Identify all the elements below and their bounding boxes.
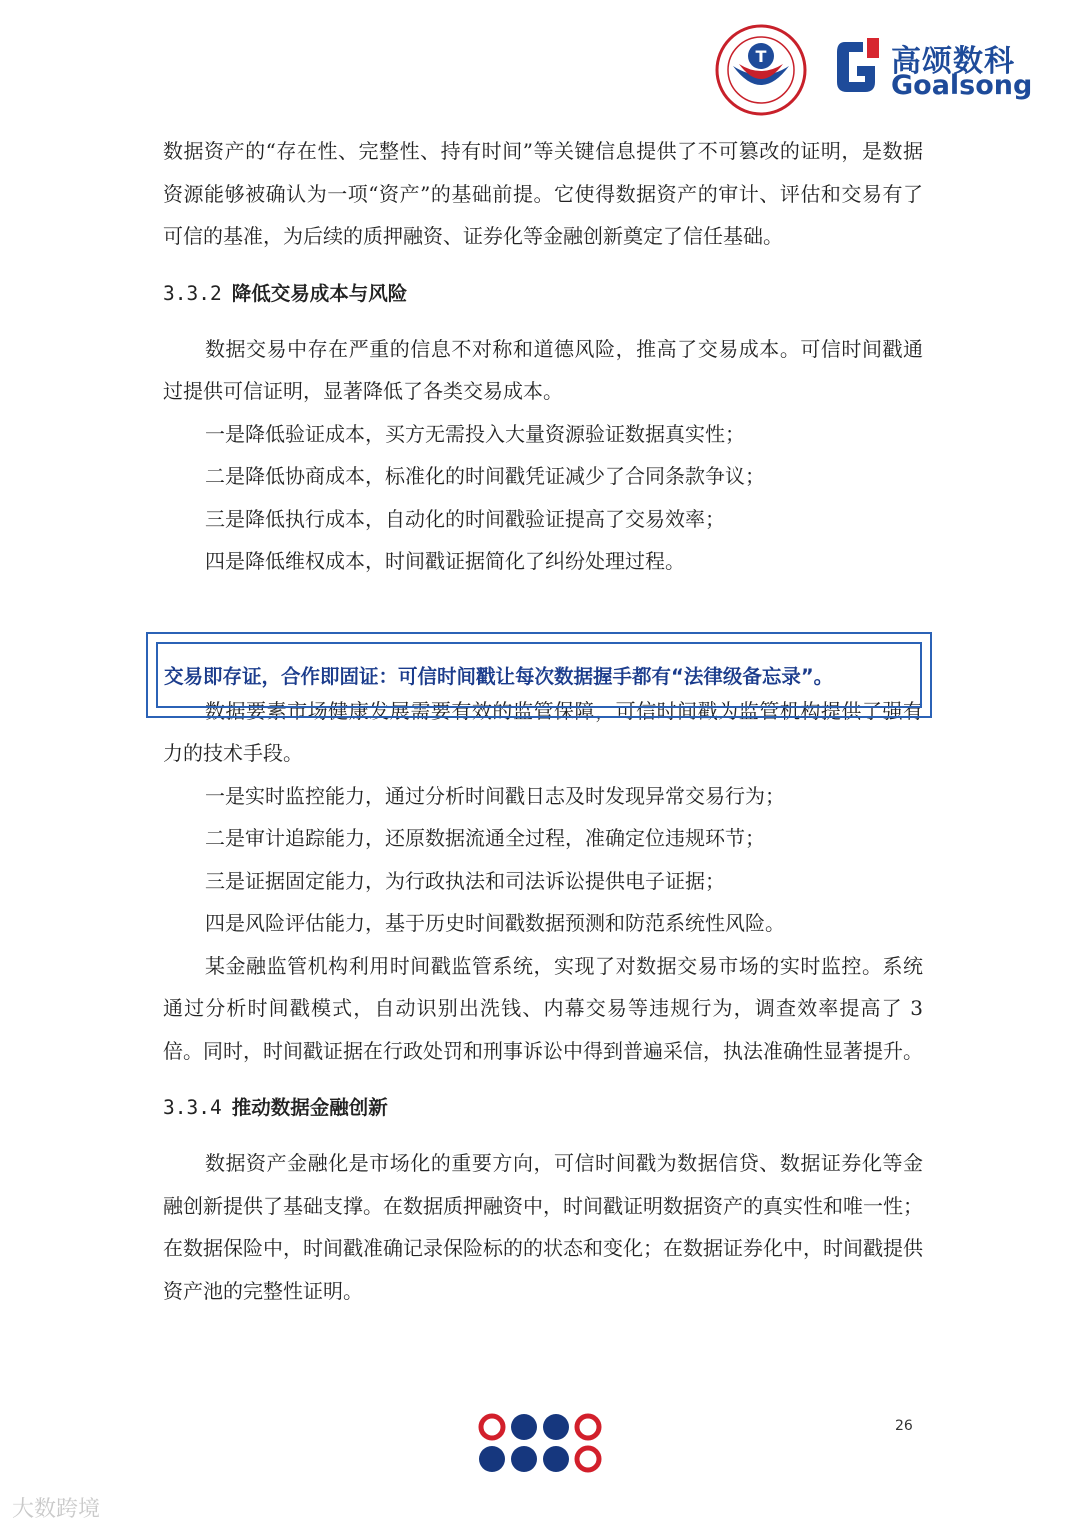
list-item: 三是降低执行成本，自动化的时间戳验证提高了交易效率； <box>205 506 725 531</box>
timestamp-seal-icon <box>715 24 807 116</box>
callout-text: 交易即存证，合作即固证：可信时间戳让每次数据握手都有“法律级备忘录”。 <box>164 665 834 688</box>
section-title: 降低交易成本与风险 <box>231 281 408 305</box>
goalsong-logo-icon <box>833 36 885 98</box>
section-title: 推动数据金融创新 <box>231 1096 388 1119</box>
section-heading-3-3-2 <box>163 278 923 306</box>
list-item: 四是降低维权成本，时间戳证据简化了纠纷处理过程。 <box>205 549 685 573</box>
callout-box <box>146 632 932 718</box>
list-item: 二是降低协商成本，标准化的时间戳凭证减少了合同条款争议； <box>205 464 765 488</box>
paragraph: 数据交易中存在严重的信息不对称和道德风险，推高了交易成本。可信时间戳通过提供可信证明，显著降低了各类交易成本。 <box>163 336 923 403</box>
page-header <box>715 22 1033 117</box>
list-item: 一是降低验证成本，买方无需投入大量资源验证数据真实性； <box>205 421 745 446</box>
publisher-dots-logo-icon <box>478 1413 603 1475</box>
page-number: 26 <box>895 1418 913 1434</box>
document-body <box>163 130 923 1312</box>
callout-inner-frame <box>156 642 922 708</box>
brand-name-cn: 高颂数科 <box>891 44 1015 79</box>
paragraph: 数据资产的“存在性、完整性、持有时间”等关键信息提供了不可篡改的证明，是数据资源能够被确认为一项“资产”的基础前提。它使得数据资产的审计、评估和交易有了可信的基准，为后续的质押融资、证券化等金融创新奠定了信任基础。 <box>163 139 923 248</box>
list-item: 一是实时监控能力，通过分析时间戳日志及时发现异常交易行为； <box>205 783 785 808</box>
list-item: 三是证据固定能力，为行政执法和司法诉讼提供电子证据； <box>205 868 725 893</box>
section-heading-3-3-4 <box>163 1092 923 1120</box>
list-item: 二是审计追踪能力，还原数据流通全过程，准确定位违规环节； <box>205 826 765 850</box>
section-number: 3.3.2 <box>163 281 222 305</box>
brand-name-en: Goalsong <box>891 70 1033 101</box>
section-number: 3.3.4 <box>163 1096 222 1119</box>
watermark: 大数跨境 <box>12 1497 101 1522</box>
svg-text:T: T <box>755 47 767 66</box>
paragraph: 数据要素市场健康发展需要有效的监管保障，可信时间戳为监管机构提供了强有力的技术手段。 <box>163 698 923 765</box>
paragraph: 数据资产金融化是市场化的重要方向，可信时间戳为数据信贷、数据证券化等金融创新提供了基础支撑。在数据质押融资中，时间戳证明数据资产的真实性和唯一性；在数据保险中，时间戳准确记录保险标的的状态和变化；在数据证券化中，时间戳提供资产池的完整性证明。 <box>163 1151 923 1303</box>
list-item: 四是风险评估能力，基于历史时间戳数据预测和防范系统性风险。 <box>205 911 785 935</box>
goalsong-brand <box>833 36 1033 106</box>
paragraph: 某金融监管机构利用时间戳监管系统，实现了对数据交易市场的实时监控。系统通过分析时间戳模式，自动识别出洗钱、内幕交易等违规行为，调查效率提高了 3 倍。同时，时间戳证据在行政处罚和刑事诉讼中得到普遍采信，执法准确性显著提升。 <box>163 953 923 1063</box>
